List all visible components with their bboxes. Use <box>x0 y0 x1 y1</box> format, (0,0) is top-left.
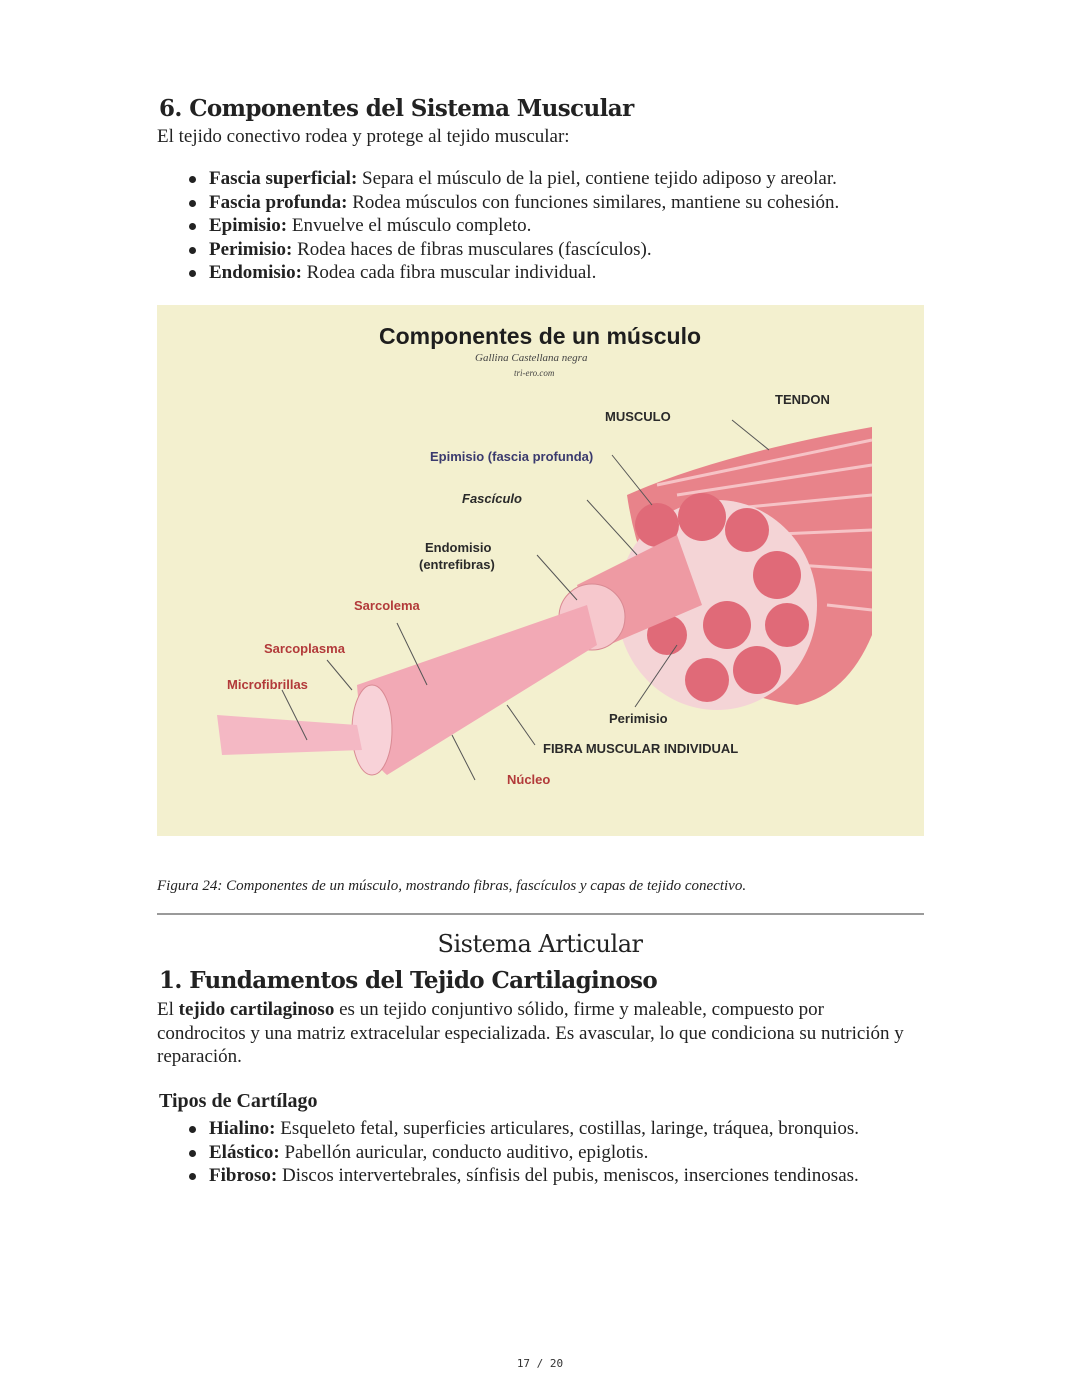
list-item <box>209 1141 859 1165</box>
list-item-term: Endomisio: <box>209 262 302 284</box>
label-microfibrillas: Microfibrillas <box>227 677 308 692</box>
list-item-term: Epimisio: <box>209 215 288 237</box>
list-item-text: Esqueleto fetal, superficies articulares, costillas, laringe, tráquea, bronquios. <box>275 1118 860 1139</box>
label-endomisio-sub: (entrefibras) <box>419 557 495 572</box>
connective-tissue-list <box>157 167 839 285</box>
list-item-term: Elástico: <box>209 1141 280 1163</box>
section-title-articular: Sistema Articular <box>437 930 643 958</box>
list-item <box>209 214 839 238</box>
list-item-text: Envuelve el músculo completo. <box>287 215 532 237</box>
label-tendon: TENDON <box>775 392 830 407</box>
section-divider <box>157 913 924 915</box>
list-item <box>209 191 839 215</box>
list-item <box>209 1164 859 1188</box>
muscle-components-figure <box>157 305 924 836</box>
label-nucleo: Núcleo <box>507 772 551 787</box>
list-item-text: Rodea cada fibra muscular individual. <box>301 262 597 284</box>
muscle-illustration <box>157 305 924 836</box>
label-fasciculo: Fascículo <box>462 491 522 506</box>
list-item-term: Fascia superficial: <box>209 168 358 189</box>
label-perimisio: Perimisio <box>609 711 668 726</box>
list-item-text: Discos intervertebrales, sínfisis del pubis, meniscos, inserciones tendinosas. <box>277 1165 859 1187</box>
label-endomisio: Endomisio <box>425 540 492 555</box>
label-sarcolema: Sarcolema <box>354 598 420 613</box>
list-item-text: Pabellón auricular, conducto auditivo, epiglotis. <box>279 1141 649 1163</box>
list-item-text: Rodea músculos con funciones similares, mantiene su cohesión. <box>347 191 840 213</box>
list-item-term: Fascia profunda: <box>209 191 348 213</box>
label-musculo: MUSCULO <box>605 409 671 424</box>
figure-source: tri-ero.com <box>514 368 555 378</box>
myofibrils-shape <box>217 715 362 755</box>
intro-text: El tejido conectivo rodea y protege al tejido muscular: <box>157 126 570 147</box>
figure-title: Componentes de un músculo <box>379 323 702 349</box>
cartilage-types-list <box>157 1117 859 1188</box>
list-item-text: Rodea haces de fibras musculares (fascículos). <box>292 238 652 260</box>
paragraph-prefix: El <box>157 999 179 1020</box>
list-item <box>209 1117 859 1141</box>
figure-caption: Figura 24: Componentes de un músculo, mostrando fibras, fascículos y capas de tejido conectivo. <box>157 878 747 894</box>
paragraph-rest: es un tejido conjuntivo sólido, firme y maleable, compuesto por condrocitos y una matriz extracelular especializada. Es avascular, lo que condiciona su nutrición y reparación. <box>157 999 904 1067</box>
list-item-term: Perimisio: <box>209 238 293 260</box>
page-number: 17 / 20 <box>516 1357 564 1370</box>
paragraph-bold-term: tejido cartilaginoso <box>178 999 335 1020</box>
label-epimisio: Epimisio (fascia profunda) <box>430 449 594 464</box>
list-item <box>209 261 839 285</box>
section-heading-cartilage: 1. Fundamentos del Tejido Cartilaginoso <box>159 967 658 994</box>
section-heading-muscular: 6. Componentes del Sistema Muscular <box>159 95 634 122</box>
list-item <box>209 167 839 191</box>
subheading-cartilage-types: Tipos de Cartílago <box>159 1090 318 1112</box>
list-item <box>209 238 839 262</box>
cartilage-paragraph <box>157 998 907 1069</box>
figure-subtitle: Gallina Castellana negra <box>475 352 588 364</box>
list-item-term: Fibroso: <box>209 1165 278 1187</box>
list-item-text: Separa el músculo de la piel, contiene tejido adiposo y areolar. <box>357 168 837 189</box>
label-sarcoplasma: Sarcoplasma <box>264 641 345 656</box>
label-fibra-muscular: FIBRA MUSCULAR INDIVIDUAL <box>543 741 739 756</box>
list-item-term: Hialino: <box>209 1118 276 1139</box>
